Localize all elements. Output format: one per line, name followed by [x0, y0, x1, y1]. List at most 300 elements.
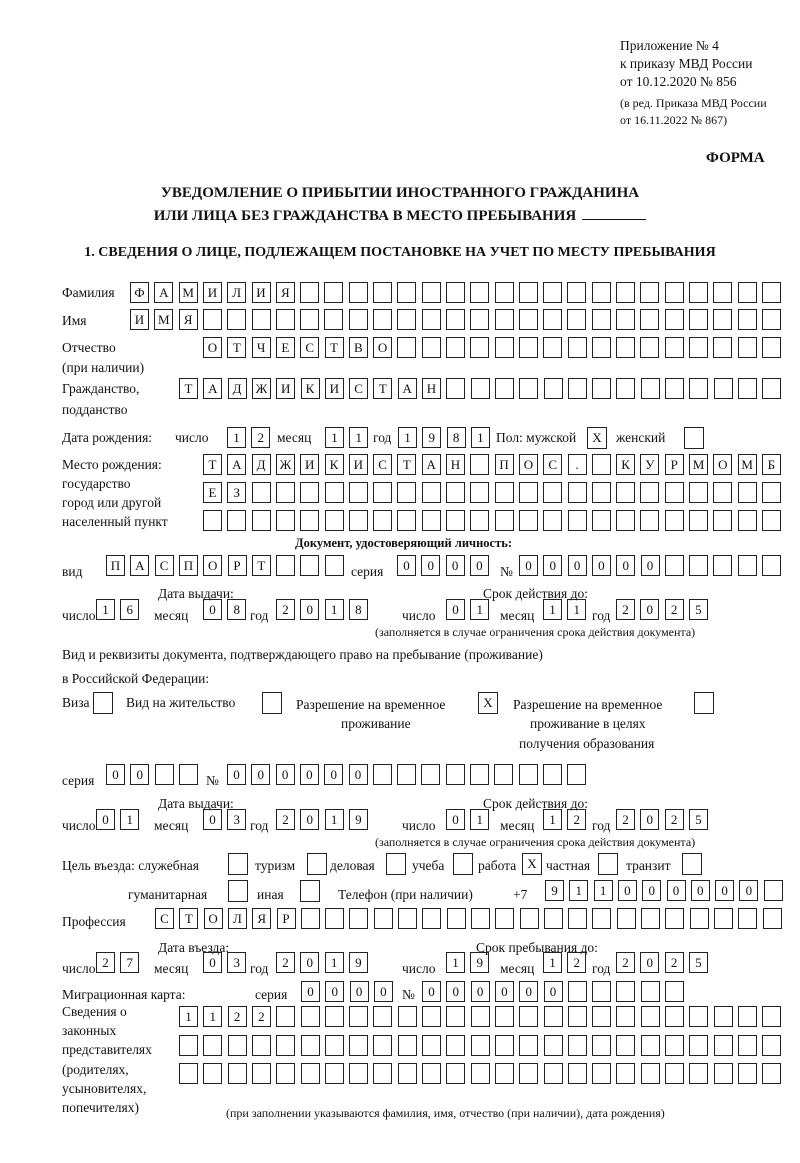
char-box[interactable] — [179, 1035, 198, 1056]
char-box[interactable]: 1 — [471, 427, 490, 448]
checkbox-cell[interactable] — [694, 692, 714, 714]
char-box[interactable] — [470, 454, 489, 475]
char-box[interactable] — [592, 908, 611, 929]
char-box[interactable]: 0 — [543, 555, 562, 576]
char-box[interactable] — [738, 1035, 757, 1056]
char-box[interactable] — [640, 337, 659, 358]
char-box[interactable] — [762, 282, 781, 303]
char-box[interactable]: 1 — [325, 952, 344, 973]
char-box[interactable] — [495, 1006, 514, 1027]
char-box[interactable]: 2 — [276, 809, 295, 830]
char-box[interactable] — [470, 309, 489, 330]
char-box[interactable] — [446, 282, 465, 303]
char-box[interactable]: Т — [227, 337, 246, 358]
char-box[interactable]: П — [179, 555, 198, 576]
char-box[interactable]: И — [349, 454, 368, 475]
char-box[interactable]: О — [519, 454, 538, 475]
char-box[interactable]: 0 — [715, 880, 734, 901]
char-box[interactable]: 9 — [349, 952, 368, 973]
checkbox-cell[interactable] — [682, 853, 702, 875]
char-box[interactable] — [641, 908, 660, 929]
char-box[interactable] — [203, 510, 222, 531]
char-box[interactable]: 1 — [398, 427, 417, 448]
char-box[interactable] — [665, 337, 684, 358]
char-box[interactable]: 0 — [349, 764, 368, 785]
char-box[interactable]: 9 — [349, 809, 368, 830]
char-box[interactable] — [616, 309, 635, 330]
char-box[interactable] — [665, 510, 684, 531]
char-box[interactable] — [592, 282, 611, 303]
char-box[interactable] — [470, 282, 489, 303]
char-box[interactable]: 0 — [374, 981, 393, 1002]
char-box[interactable] — [397, 482, 416, 503]
char-box[interactable] — [349, 1063, 368, 1084]
char-box[interactable] — [422, 282, 441, 303]
char-box[interactable] — [592, 309, 611, 330]
char-box[interactable]: 2 — [567, 952, 586, 973]
char-box[interactable] — [470, 510, 489, 531]
char-box[interactable] — [714, 1063, 733, 1084]
char-box[interactable] — [762, 482, 781, 503]
char-box[interactable]: В — [349, 337, 368, 358]
checkbox-cell[interactable] — [228, 880, 248, 902]
char-box[interactable] — [276, 1035, 295, 1056]
char-box[interactable] — [203, 1035, 222, 1056]
char-box[interactable] — [349, 309, 368, 330]
char-box[interactable] — [300, 482, 319, 503]
char-box[interactable]: Я — [276, 282, 295, 303]
char-box[interactable] — [543, 337, 562, 358]
char-box[interactable] — [762, 1035, 781, 1056]
char-box[interactable] — [616, 510, 635, 531]
checkbox-cell[interactable] — [300, 880, 320, 902]
char-box[interactable] — [568, 510, 587, 531]
char-box[interactable] — [543, 282, 562, 303]
char-box[interactable] — [471, 1063, 490, 1084]
char-box[interactable]: 0 — [301, 981, 320, 1002]
char-box[interactable] — [592, 454, 611, 475]
char-box[interactable] — [640, 510, 659, 531]
char-box[interactable]: П — [495, 454, 514, 475]
char-box[interactable]: Ф — [130, 282, 149, 303]
char-box[interactable]: 0 — [544, 981, 563, 1002]
char-box[interactable] — [325, 1063, 344, 1084]
char-box[interactable]: М — [689, 454, 708, 475]
char-box[interactable] — [325, 1006, 344, 1027]
char-box[interactable] — [714, 378, 733, 399]
char-box[interactable] — [616, 1063, 635, 1084]
char-box[interactable] — [495, 908, 514, 929]
char-box[interactable] — [471, 1035, 490, 1056]
char-box[interactable] — [689, 482, 708, 503]
char-box[interactable]: М — [154, 309, 173, 330]
char-box[interactable] — [276, 555, 295, 576]
char-box[interactable]: Ж — [252, 378, 271, 399]
char-box[interactable]: 1 — [470, 809, 489, 830]
char-box[interactable] — [689, 378, 708, 399]
char-box[interactable] — [665, 378, 684, 399]
char-box[interactable]: 0 — [519, 555, 538, 576]
char-box[interactable]: 2 — [252, 1006, 271, 1027]
char-box[interactable] — [738, 1006, 757, 1027]
char-box[interactable] — [689, 1006, 708, 1027]
char-box[interactable] — [495, 337, 514, 358]
char-box[interactable] — [325, 908, 344, 929]
char-box[interactable] — [373, 309, 392, 330]
char-box[interactable] — [373, 1063, 392, 1084]
char-box[interactable]: Т — [325, 337, 344, 358]
char-box[interactable]: 0 — [446, 809, 465, 830]
char-box[interactable] — [495, 378, 514, 399]
char-box[interactable] — [349, 482, 368, 503]
char-box[interactable] — [422, 908, 441, 929]
checkbox-cell[interactable]: X — [478, 692, 498, 714]
char-box[interactable] — [568, 981, 587, 1002]
char-box[interactable] — [373, 510, 392, 531]
char-box[interactable] — [373, 482, 392, 503]
char-box[interactable] — [520, 908, 539, 929]
char-box[interactable] — [641, 981, 660, 1002]
char-box[interactable] — [665, 981, 684, 1002]
char-box[interactable]: 0 — [471, 981, 490, 1002]
char-box[interactable] — [398, 908, 417, 929]
char-box[interactable]: С — [155, 555, 174, 576]
char-box[interactable] — [738, 309, 757, 330]
checkbox-cell[interactable] — [453, 853, 473, 875]
char-box[interactable]: 3 — [227, 952, 246, 973]
char-box[interactable]: С — [349, 378, 368, 399]
char-box[interactable] — [422, 309, 441, 330]
char-box[interactable]: 0 — [739, 880, 758, 901]
char-box[interactable] — [689, 555, 708, 576]
char-box[interactable] — [397, 764, 416, 785]
char-box[interactable]: 5 — [689, 599, 708, 620]
char-box[interactable]: 0 — [642, 880, 661, 901]
char-box[interactable]: 0 — [397, 555, 416, 576]
char-box[interactable]: 0 — [300, 952, 319, 973]
char-box[interactable] — [324, 309, 343, 330]
char-box[interactable]: Л — [228, 908, 247, 929]
char-box[interactable]: Т — [203, 454, 222, 475]
char-box[interactable]: С — [300, 337, 319, 358]
char-box[interactable] — [616, 337, 635, 358]
char-box[interactable]: 1 — [96, 599, 115, 620]
char-box[interactable]: А — [398, 378, 417, 399]
char-box[interactable] — [252, 510, 271, 531]
char-box[interactable] — [495, 1063, 514, 1084]
char-box[interactable] — [519, 482, 538, 503]
char-box[interactable] — [276, 1006, 295, 1027]
char-box[interactable]: Р — [228, 555, 247, 576]
char-box[interactable] — [471, 908, 490, 929]
char-box[interactable] — [349, 1035, 368, 1056]
char-box[interactable] — [592, 1063, 611, 1084]
char-box[interactable]: 2 — [567, 809, 586, 830]
char-box[interactable] — [544, 1063, 563, 1084]
char-box[interactable] — [397, 337, 416, 358]
char-box[interactable]: 5 — [689, 809, 708, 830]
char-box[interactable] — [179, 1063, 198, 1084]
char-box[interactable] — [397, 510, 416, 531]
char-box[interactable] — [349, 908, 368, 929]
char-box[interactable] — [470, 482, 489, 503]
char-box[interactable]: 2 — [228, 1006, 247, 1027]
char-box[interactable]: А — [154, 282, 173, 303]
checkbox-cell[interactable] — [228, 853, 248, 875]
char-box[interactable]: 2 — [616, 809, 635, 830]
char-box[interactable] — [665, 1035, 684, 1056]
char-box[interactable]: 9 — [545, 880, 564, 901]
char-box[interactable]: 2 — [665, 952, 684, 973]
char-box[interactable]: А — [227, 454, 246, 475]
char-box[interactable] — [179, 764, 198, 785]
char-box[interactable] — [543, 510, 562, 531]
char-box[interactable] — [714, 1006, 733, 1027]
char-box[interactable] — [762, 378, 781, 399]
char-box[interactable] — [738, 482, 757, 503]
char-box[interactable] — [324, 282, 343, 303]
char-box[interactable]: 0 — [568, 555, 587, 576]
char-box[interactable]: 1 — [543, 599, 562, 620]
char-box[interactable]: 2 — [96, 952, 115, 973]
char-box[interactable] — [616, 1035, 635, 1056]
char-box[interactable] — [471, 378, 490, 399]
char-box[interactable]: К — [301, 378, 320, 399]
char-box[interactable] — [494, 764, 513, 785]
char-box[interactable] — [446, 1063, 465, 1084]
char-box[interactable]: 1 — [569, 880, 588, 901]
char-box[interactable]: 0 — [446, 555, 465, 576]
char-box[interactable]: 1 — [543, 952, 562, 973]
char-box[interactable] — [301, 1063, 320, 1084]
char-box[interactable] — [543, 482, 562, 503]
char-box[interactable] — [301, 1035, 320, 1056]
char-box[interactable] — [349, 510, 368, 531]
char-box[interactable] — [592, 981, 611, 1002]
checkbox-cell[interactable]: X — [587, 427, 607, 449]
char-box[interactable]: 0 — [300, 764, 319, 785]
char-box[interactable]: 1 — [179, 1006, 198, 1027]
char-box[interactable] — [373, 1035, 392, 1056]
char-box[interactable] — [228, 1063, 247, 1084]
char-box[interactable]: 1 — [543, 809, 562, 830]
char-box[interactable]: 1 — [594, 880, 613, 901]
char-box[interactable] — [616, 378, 635, 399]
char-box[interactable]: Я — [252, 908, 271, 929]
char-box[interactable]: 0 — [616, 555, 635, 576]
char-box[interactable]: У — [640, 454, 659, 475]
char-box[interactable]: И — [203, 282, 222, 303]
char-box[interactable]: 0 — [106, 764, 125, 785]
char-box[interactable] — [689, 309, 708, 330]
char-box[interactable]: Е — [203, 482, 222, 503]
char-box[interactable] — [689, 510, 708, 531]
char-box[interactable]: Ж — [276, 454, 295, 475]
char-box[interactable] — [252, 1035, 271, 1056]
char-box[interactable] — [203, 1063, 222, 1084]
char-box[interactable] — [689, 1035, 708, 1056]
char-box[interactable]: 0 — [618, 880, 637, 901]
char-box[interactable]: 1 — [325, 599, 344, 620]
char-box[interactable] — [373, 282, 392, 303]
char-box[interactable]: О — [203, 337, 222, 358]
char-box[interactable] — [568, 1035, 587, 1056]
checkbox-cell[interactable]: X — [522, 853, 542, 875]
char-box[interactable] — [738, 378, 757, 399]
char-box[interactable] — [617, 908, 636, 929]
char-box[interactable]: С — [543, 454, 562, 475]
char-box[interactable]: 2 — [616, 952, 635, 973]
char-box[interactable] — [471, 1006, 490, 1027]
char-box[interactable]: 0 — [667, 880, 686, 901]
char-box[interactable]: 0 — [203, 809, 222, 830]
char-box[interactable] — [544, 1035, 563, 1056]
char-box[interactable] — [665, 908, 684, 929]
char-box[interactable]: 0 — [422, 981, 441, 1002]
char-box[interactable]: 0 — [640, 952, 659, 973]
char-box[interactable]: О — [204, 908, 223, 929]
char-box[interactable]: 1 — [227, 427, 246, 448]
char-box[interactable] — [544, 378, 563, 399]
char-box[interactable] — [422, 482, 441, 503]
char-box[interactable] — [763, 908, 782, 929]
char-box[interactable] — [349, 282, 368, 303]
char-box[interactable] — [665, 555, 684, 576]
char-box[interactable] — [543, 309, 562, 330]
char-box[interactable]: 8 — [349, 599, 368, 620]
char-box[interactable] — [397, 309, 416, 330]
char-box[interactable] — [422, 1063, 441, 1084]
char-box[interactable]: Т — [252, 555, 271, 576]
char-box[interactable]: Ч — [252, 337, 271, 358]
char-box[interactable]: Р — [277, 908, 296, 929]
char-box[interactable] — [544, 1006, 563, 1027]
char-box[interactable] — [349, 1006, 368, 1027]
char-box[interactable]: 0 — [640, 599, 659, 620]
char-box[interactable]: М — [738, 454, 757, 475]
char-box[interactable] — [641, 1006, 660, 1027]
char-box[interactable] — [300, 555, 319, 576]
char-box[interactable] — [713, 510, 732, 531]
char-box[interactable] — [325, 482, 344, 503]
char-box[interactable] — [640, 482, 659, 503]
char-box[interactable] — [568, 337, 587, 358]
char-box[interactable] — [592, 482, 611, 503]
char-box[interactable] — [568, 1006, 587, 1027]
char-box[interactable] — [665, 282, 684, 303]
char-box[interactable]: 1 — [470, 599, 489, 620]
char-box[interactable]: 0 — [276, 764, 295, 785]
char-box[interactable] — [300, 510, 319, 531]
char-box[interactable] — [567, 309, 586, 330]
char-box[interactable]: 0 — [592, 555, 611, 576]
char-box[interactable]: Е — [276, 337, 295, 358]
char-box[interactable] — [568, 908, 587, 929]
char-box[interactable]: 2 — [276, 599, 295, 620]
char-box[interactable]: 7 — [120, 952, 139, 973]
char-box[interactable]: . — [568, 454, 587, 475]
char-box[interactable] — [689, 1063, 708, 1084]
char-box[interactable]: И — [276, 378, 295, 399]
char-box[interactable] — [689, 282, 708, 303]
char-box[interactable]: 0 — [130, 764, 149, 785]
char-box[interactable] — [689, 337, 708, 358]
char-box[interactable] — [641, 1035, 660, 1056]
char-box[interactable] — [568, 1063, 587, 1084]
char-box[interactable] — [446, 1035, 465, 1056]
char-box[interactable] — [762, 1063, 781, 1084]
char-box[interactable]: 0 — [446, 599, 465, 620]
char-box[interactable]: А — [203, 378, 222, 399]
char-box[interactable]: Н — [446, 454, 465, 475]
char-box[interactable]: О — [203, 555, 222, 576]
char-box[interactable] — [592, 378, 611, 399]
char-box[interactable] — [252, 482, 271, 503]
char-box[interactable] — [446, 764, 465, 785]
char-box[interactable]: И — [130, 309, 149, 330]
checkbox-cell[interactable] — [684, 427, 704, 449]
char-box[interactable] — [713, 337, 732, 358]
char-box[interactable]: 1 — [349, 427, 368, 448]
char-box[interactable] — [616, 282, 635, 303]
char-box[interactable]: 1 — [567, 599, 586, 620]
char-box[interactable]: Б — [762, 454, 781, 475]
char-box[interactable]: 0 — [203, 599, 222, 620]
char-box[interactable]: 0 — [446, 981, 465, 1002]
char-box[interactable] — [544, 908, 563, 929]
char-box[interactable]: 1 — [120, 809, 139, 830]
char-box[interactable] — [446, 337, 465, 358]
char-box[interactable]: Р — [665, 454, 684, 475]
char-box[interactable]: 0 — [203, 952, 222, 973]
char-box[interactable]: 2 — [616, 599, 635, 620]
char-box[interactable] — [519, 764, 538, 785]
char-box[interactable]: Л — [227, 282, 246, 303]
char-box[interactable] — [301, 1006, 320, 1027]
char-box[interactable] — [519, 309, 538, 330]
char-box[interactable]: 0 — [691, 880, 710, 901]
char-box[interactable] — [446, 309, 465, 330]
char-box[interactable]: 0 — [495, 981, 514, 1002]
char-box[interactable]: Д — [228, 378, 247, 399]
char-box[interactable]: 0 — [96, 809, 115, 830]
char-box[interactable] — [543, 764, 562, 785]
char-box[interactable]: 0 — [300, 809, 319, 830]
char-box[interactable] — [373, 1006, 392, 1027]
char-box[interactable]: 0 — [324, 764, 343, 785]
char-box[interactable]: О — [373, 337, 392, 358]
char-box[interactable] — [738, 1063, 757, 1084]
char-box[interactable] — [519, 282, 538, 303]
char-box[interactable]: 1 — [203, 1006, 222, 1027]
char-box[interactable] — [714, 1035, 733, 1056]
char-box[interactable] — [519, 1006, 538, 1027]
char-box[interactable] — [300, 282, 319, 303]
char-box[interactable]: 8 — [227, 599, 246, 620]
char-box[interactable]: А — [130, 555, 149, 576]
char-box[interactable] — [762, 337, 781, 358]
char-box[interactable]: Т — [179, 378, 198, 399]
char-box[interactable]: 0 — [300, 599, 319, 620]
char-box[interactable]: 3 — [227, 809, 246, 830]
char-box[interactable] — [690, 908, 709, 929]
char-box[interactable]: 0 — [350, 981, 369, 1002]
char-box[interactable] — [397, 282, 416, 303]
char-box[interactable]: 0 — [470, 555, 489, 576]
char-box[interactable] — [276, 510, 295, 531]
char-box[interactable] — [640, 282, 659, 303]
char-box[interactable]: Я — [179, 309, 198, 330]
